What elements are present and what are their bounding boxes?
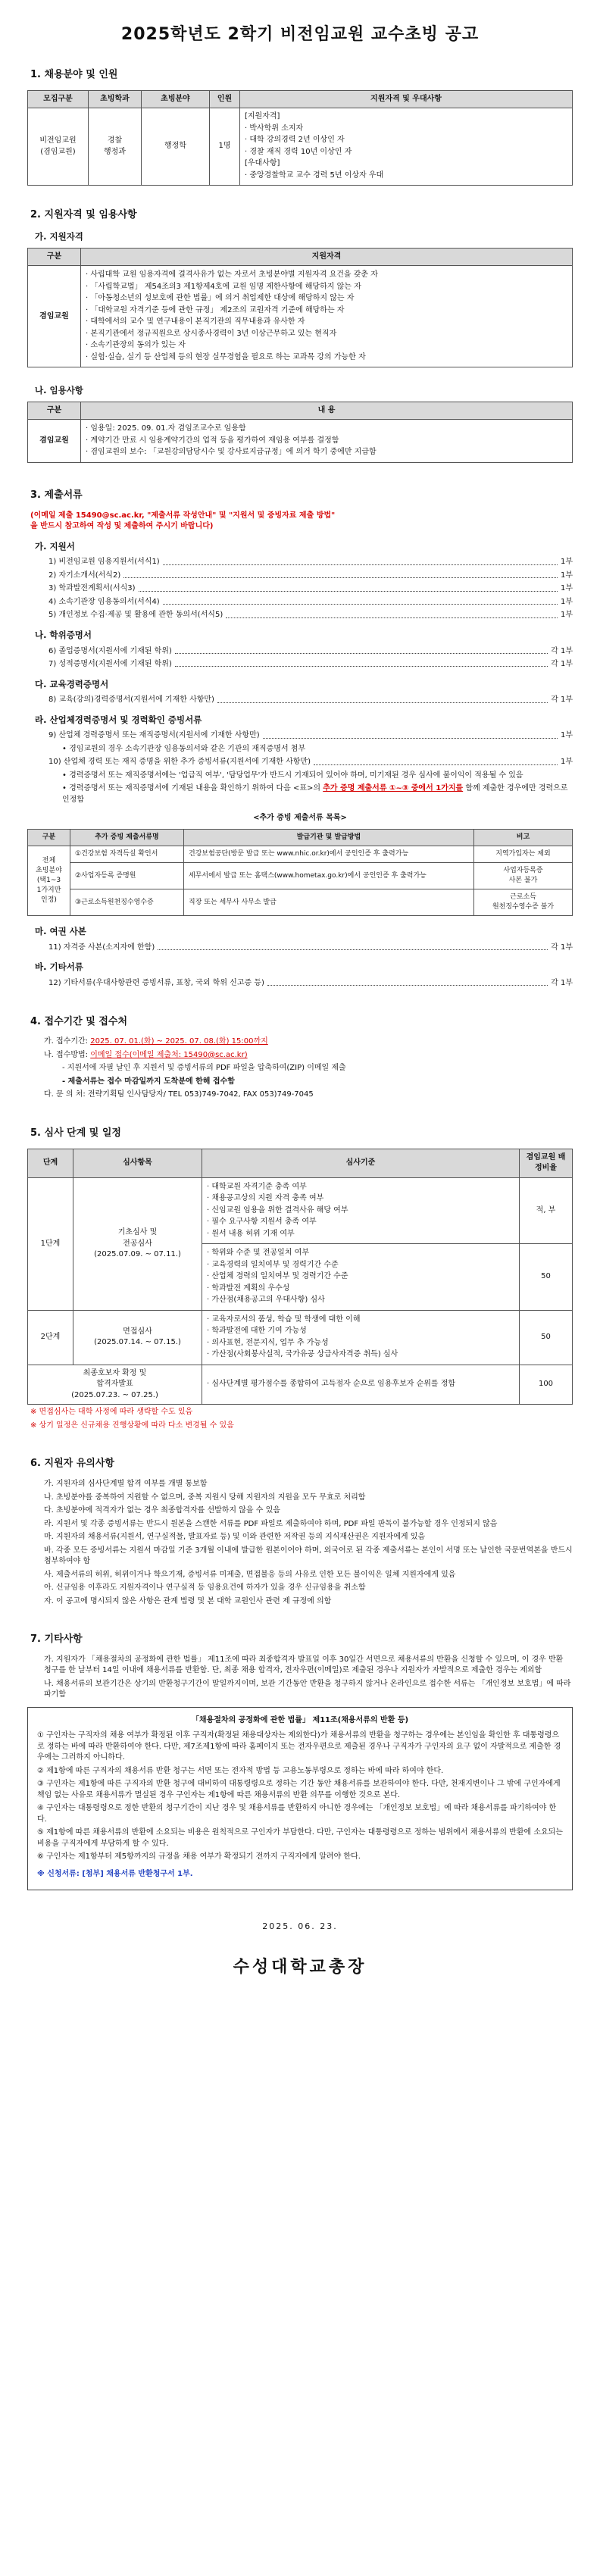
announcement-date: 2025. 06. 23. xyxy=(262,1921,338,1932)
law-note: ※ 신청서류: [첨부] 채용서류 반환청구서 1부. xyxy=(37,1869,193,1878)
submission-notice-line1: (이메일 제출 15490@sc.ac.kr, "제출서류 작성안내" 및 "지원서 및 증빙자료 제출 방법" xyxy=(30,511,336,520)
doc-item: 6) 졸업증명서(지원서에 기재된 학위) 각 1부 xyxy=(48,646,573,655)
header-category: 구분 xyxy=(28,402,81,420)
law-excerpt-box xyxy=(27,1707,573,1891)
header-count: 인원 xyxy=(210,90,240,108)
cell-appointment-list xyxy=(81,420,573,463)
doc-item: 8) 교육(강의)경력증명서(지원서에 기재한 사항만) 각 1부 xyxy=(48,696,573,705)
cell-adjunct: 겸임교원 xyxy=(28,420,81,463)
doc-item: 5) 개인정보 수집·제공 및 활용에 관한 동의서(서식5) 1부 xyxy=(48,611,573,620)
appointment-table xyxy=(27,402,573,463)
header-ratio: 겸임교원 배정비율 xyxy=(520,1149,573,1177)
recruitment-table xyxy=(27,90,573,186)
qual-title: [지원자격] xyxy=(245,112,280,121)
qual-item: · 대학 강의경력 2년 이상인 자 xyxy=(245,136,345,145)
section-2b-title: 나. 임용사항 xyxy=(35,385,83,396)
cell-item: 면접심사 (2025.07.14. ~ 07.15.) xyxy=(73,1310,202,1365)
pref-title: [우대사항] xyxy=(245,159,280,168)
section-1-title: 1. 채용분야 및 인원 xyxy=(30,68,118,80)
header-item: 심사항목 xyxy=(73,1149,202,1177)
doc-item: 2) 자기소개서(서식2) 1부 xyxy=(48,571,573,580)
cell-count: 1명 xyxy=(210,108,240,186)
caution-item: 아. 신규임용 이후라도 지원자격이나 연구실적 등 임용요건에 하자가 있을 경우 신규임용을 취소함 xyxy=(44,1583,366,1593)
cell-doc-name: ①건강보험 자격득실 확인서 xyxy=(70,846,184,863)
cell-adjunct: 겸임교원 xyxy=(28,266,81,367)
cell-ratio: 적, 부 xyxy=(520,1177,573,1244)
appointment-item: · 계약기간 만료 시 임용계약기간의 업적 등을 평가하여 재임용 여부를 결정함 xyxy=(86,436,339,445)
law-item: ④ 구인자는 대통령령으로 정한 반환의 청구기간이 지난 경우 및 채용서류를 반환하지 아니한 경우에는 「개인정보 보호법」에 따라 채용서류를 파기하여야 한다. xyxy=(37,1804,557,1824)
header-qual: 지원자격 및 우대사항 xyxy=(240,90,573,108)
header-category: 구분 xyxy=(28,248,81,266)
caution-item: 나. 초빙분야를 중복하여 지원할 수 없으며, 중복 지원시 당해 지원자의 지원을 모두 무효로 처리함 xyxy=(44,1493,366,1502)
law-item: ① 구인자는 구직자의 채용 여부가 확정된 이후 구직자(확정된 채용대상자는 제외한다)가 채용서류의 반환을 청구하는 경우에는 본인임을 확인한 후 대통령령으로 정하는 바에 따라 반환하여야 한다. 다만, 제7조제1항에 따라 홈페이지 또는 전자우편으로 제출된 경우나 구직자가 구인자의 요구 없이 자발적으로 제출한 경우에는 그러하지 아니하다. xyxy=(37,1731,561,1762)
header-content: 내 용 xyxy=(81,402,573,420)
cell-final-stage: 최종호보자 확정 및 합격자발표 (2025.07.23. ~ 07.25.) xyxy=(28,1365,202,1405)
section-5-title: 5. 심사 단계 및 일정 xyxy=(30,1127,121,1139)
cell-doc-remark: 근로소득 원천징수영수증 불가 xyxy=(474,889,573,916)
appointment-item: · 겸임교원의 보수: 「교원강의담당시수 및 강사료지급규정」에 의거 학기 중에만 지급함 xyxy=(86,448,377,457)
cell-doc-issuer: 직장 또는 세무사 사무소 발급 xyxy=(184,889,474,916)
submission-notice-line2: 을 반드시 참고하여 작성 및 제출하여 주시기 바랍니다) xyxy=(30,522,214,531)
doc-item: 3) 학과발전계획서(서식3) 1부 xyxy=(48,584,573,593)
subsection-industry: 라. 산업체경력증명서 및 경력확인 증빙서류 xyxy=(35,714,202,725)
subsection-other: 바. 기타서류 xyxy=(35,961,83,973)
doc-note: • 경임교원의 경우 소속기관장 임용동의서와 같은 기관의 재직증명서 첨부 xyxy=(62,744,306,753)
qual-list-item: · 본직기관에서 정규직원으로 상시종사경력이 3년 이상근무하고 있는 현직자 xyxy=(86,329,337,338)
caution-item: 자. 이 공고에 명시되지 않은 사항은 관계 법령 및 본 대학 교원인사 관련 제 규정에 의함 xyxy=(44,1596,332,1605)
cell-stage: 2단계 xyxy=(28,1310,73,1365)
contact-info: 다. 문 의 처: 전략기획팀 인사담당자/ TEL 053)749-7042, FAX 053)749-7045 xyxy=(44,1090,314,1099)
other-item: 나. 채용서류의 보관기간은 상기의 반환청구기간이 말일까지이며, 보관 기간동안 반환을 청구하지 않거나 온라인으로 접수한 서류는 「개인정보 보호법」에 따라 파기함 xyxy=(44,1679,571,1699)
doc-note: • 경력증명서 또는 재직증명서에는 '업급직 여부', '담당업무'가 반드시 기재되어 있어야 하며, 미기재된 경우 심사에 불이익이 적용될 수 있음 xyxy=(62,771,523,780)
subsection-degree: 나. 학위증명서 xyxy=(35,629,92,640)
qual-item: · 박사학위 소지자 xyxy=(245,123,304,133)
law-item: ② 제1항에 따른 구직자의 채용서류 반환 청구는 서면 또는 전자적 방법 등 고용노동부령으로 정하는 바에 따라 하여야 한다. xyxy=(37,1766,444,1775)
application-method: 나. 접수방법: 이메일 접수(이메일 제출처: 15490@sc.ac.kr) xyxy=(44,1050,248,1059)
cell-doc-name: ②사업자등록 증명원 xyxy=(70,863,184,889)
cell-doc-issuer: 세무서에서 발급 또는 홈택스(www.hometax.go.kr)에서 공인인증 후 출력가능 xyxy=(184,863,474,889)
application-period: 가. 접수기간: 2025. 07. 01.(화) ~ 2025. 07. 08.(화) 15:00까지 xyxy=(44,1037,268,1046)
cell-criteria: · 대학교원 자격기준 충족 여부 · 채용공고상의 지원 자격 충족 여부 · 신임교원 임용을 위한 결격사유 해당 여부 · 필수 요구사항 지원서 충족 여부 · 원서 내용 허위 기재 여부 xyxy=(202,1177,520,1244)
qual-list-item: · 「사립학교법」 제54조의3 제1항제4호에 교원 임명 제한사항에 해당하지 않는 자 xyxy=(86,282,361,291)
qual-list-item: · 「대학교원 자격기준 등에 관한 규정」 제2조의 교원자격 기준에 해당하는 자 xyxy=(86,305,345,314)
caution-item: 바. 각종 모든 증빙서류는 지원서 마감일 기준 3개월 이내에 발급한 원본이어야 하며, 외국어로 된 각종 제출서류는 본인이 서명 또는 날인한 국문번역본을 반드시 첨부하여야 함 xyxy=(44,1546,573,1566)
doc-item: 10) 산업체 경력 또는 재직 증명을 위한 추가 증빙서류(지원서에 기재한 사항만) 1부 xyxy=(48,758,573,767)
doc-item: 4) 소속기관장 임용동의서(서식4) 1부 xyxy=(48,597,573,606)
application-note: - 지원서에 자필 날인 후 지원서 및 증빙서류의 PDF 파일을 압축하여(ZIP) 이메일 제출 xyxy=(62,1064,346,1073)
cell-type: 비전임교원 (겸임교원) xyxy=(28,108,89,186)
other-item: 가. 지원자가 「채용절차의 공정화에 관한 법률」 제11조에 따라 최종합격자 발표일 이후 30일간 서면으로 채용서류의 반환을 신청할 수 있으며, 이 경우 반환 청구를 한 날부터 14일 이내에 채용서류를 반환함. 단, 최종 채용 합격자, 전자우편(이메일)로 제출된 경우나 지원자가 자발적으로 제출한 경우는 제외함 xyxy=(44,1655,564,1675)
qual-list-item: · 대학에서의 교수 및 연구내용이 본직기관의 직무내용과 유사한 자 xyxy=(86,317,305,327)
doc-item: 7) 성적증명서(지원서에 기재된 학위) 각 1부 xyxy=(48,660,573,669)
cell-qualifications xyxy=(240,108,573,186)
qualification-table xyxy=(27,248,573,368)
caution-item: 라. 지원서 및 각종 증빙서류는 반드시 원본을 스캔한 서류를 PDF 파일로 제출하여야 하며, PDF 파일 판독이 불가능할 경우 인정되지 않음 xyxy=(44,1519,498,1528)
caution-item: 마. 지원자의 채용서류(지원서, 연구실적물, 발표자료 등) 및 이와 관련한 저작권 등의 지식재산권은 지원자에게 있음 xyxy=(44,1533,426,1542)
header-stage: 단계 xyxy=(28,1149,73,1177)
subsection-teaching: 다. 교육경력증명서 xyxy=(35,678,109,689)
cell-doc-name: ③근로소득원천징수영수증 xyxy=(70,889,184,916)
section-2a-title: 가. 지원자격 xyxy=(35,231,83,242)
section-4-title: 4. 접수기간 및 접수처 xyxy=(30,1015,128,1027)
header-criteria: 심사기준 xyxy=(202,1149,520,1177)
section-7-title: 7. 기타사항 xyxy=(30,1633,83,1646)
law-item: ⑥ 구인자는 제1항부터 제5항까지의 규정을 채용 여부가 확정되기 전까지 구직자에게 알려야 한다. xyxy=(37,1852,361,1862)
doc-item: 12) 기타서류(우대사항관련 증빙서류, 표창, 국외 학위 신고증 등) 각 1부 xyxy=(48,979,573,988)
caution-item: 다. 초빙분야에 적격자가 없는 경우 최종합격자를 선발하지 않을 수 있음 xyxy=(44,1506,280,1515)
section-6-title: 6. 지원자 유의사항 xyxy=(30,1458,114,1470)
cell-criteria: · 심사단계별 평가점수를 종합하여 고득점자 순으로 임용후보자 순위를 정함 xyxy=(202,1365,520,1405)
cell-doc-remark: 지역가입자는 제외 xyxy=(474,846,573,863)
header-doc-name: 추가 증빙 제출서류명 xyxy=(70,829,184,846)
section-2-title: 2. 지원자격 및 임용사항 xyxy=(30,209,137,221)
appointment-item: · 임용일: 2025. 09. 01.자 겸임조교수로 임용함 xyxy=(86,424,246,433)
cell-item: 기초심사 및 전공심사 (2025.07.09. ~ 07.11.) xyxy=(73,1177,202,1310)
doc-item: 1) 비전임교원 임용지원서(서식1) 1부 xyxy=(48,558,573,567)
cell-ratio: 50 xyxy=(520,1310,573,1365)
header-qualification: 지원자격 xyxy=(81,248,573,266)
header-dept: 초빙학과 xyxy=(89,90,142,108)
doc-item: 9) 산업체 경력증명서 또는 재직증명서(지원서에 기재한 사항만) 1부 xyxy=(48,731,573,740)
cell-field: 행정학 xyxy=(142,108,210,186)
law-excerpt-title: 「채용절차의 공정화에 관한 법률」 제11조(채용서류의 반환 등) xyxy=(191,1715,409,1724)
header-issuer: 발급기관 및 발급방법 xyxy=(184,829,474,846)
qual-list-item: · 사립대학 교원 임용자격에 결격사유가 없는 자로서 초빙분야별 지원자격 요건을 갖춘 자 xyxy=(86,270,378,280)
qual-list-item: · 「아동청소년의 성보호에 관한 법률」에 의거 취업제한 대상에 해당하지 않는 자 xyxy=(86,294,355,303)
subsection-passport: 마. 여권 사본 xyxy=(35,926,86,937)
page-title: 2025학년도 2학기 비전임교원 교수초빙 공고 xyxy=(120,25,480,44)
doc-note: • 경력증명서 또는 재직증명서에 기재된 내용을 확인하기 위하여 다음 <표>의 추가 증명 제출서류 ①~③ 중에서 1가지를 함께 제출한 경우에만 경력으로 인정함 xyxy=(62,784,568,804)
cell-doc-group: 전체 초빙분야 (택1~3 1가지만 인정) xyxy=(28,846,70,916)
cell-criteria: · 학위와 수준 및 전공일치 여부 · 교육경력의 일치여부 및 경력기간 수준 · 산업체 경력의 일치여부 및 경력기간 수준 · 학과발전 계획의 우수성 · 가산점(채용공고의 우대사항) 심사 xyxy=(202,1244,520,1311)
schedule-note: ※ 면접심사는 대학 사정에 따라 생략할 수도 있음 xyxy=(30,1408,193,1417)
schedule-note: ※ 상기 일정은 신규채용 진행상황에 따라 다소 변경될 수 있음 xyxy=(30,1421,234,1430)
cell-doc-remark: 사업자등록증 사본 불가 xyxy=(474,863,573,889)
cell-ratio: 100 xyxy=(520,1365,573,1405)
doc-item: 11) 자격증 사본(소지자에 한함) 각 1부 xyxy=(48,943,573,952)
cell-qual-list xyxy=(81,266,573,367)
header-remark: 비고 xyxy=(474,829,573,846)
qual-list-item: · 소속기관장의 동의가 있는 자 xyxy=(86,341,186,350)
schedule-table xyxy=(27,1149,573,1405)
header-category: 구분 xyxy=(28,829,70,846)
header-type: 모집구분 xyxy=(28,90,89,108)
pref-item: · 중앙경찰학교 교수 경력 5년 이상자 우대 xyxy=(245,170,384,180)
cell-stage: 1단계 xyxy=(28,1177,73,1310)
issuer-name: 수성대학교총장 xyxy=(233,1958,367,1977)
cell-doc-issuer: 건강보험공단(방문 발급 또는 www.nhic.or.kr)에서 공인인증 후 출력가능 xyxy=(184,846,474,863)
qual-item: · 경찰 재직 경력 10년 이상인 자 xyxy=(245,147,352,156)
qual-list-item: · 실험·실습, 실기 등 산업체 등의 현장 실무경험을 필요로 하는 교과목 강의 가능한 자 xyxy=(86,352,366,361)
cell-ratio: 50 xyxy=(520,1244,573,1311)
law-item: ③ 구인자는 제1항에 따른 구직자의 반환 청구에 대비하여 대통령령으로 정하는 기간 동안 채용서류를 보관하여야 한다. 다만, 천재지변이나 그 밖에 구인자에게 책임 없는 사유로 채용서류가 멸실된 경우 구인자는 제1항에 따른 채용서류의 반환 의무를 이행한 것으로 본다. xyxy=(37,1780,561,1799)
cell-criteria: · 교육자로서의 품성, 학습 및 학생에 대한 이해 · 학과발전에 대한 기여 가능성 · 의사표현, 전문지식, 업무 추 가능성 · 가산점(사회봉사실적, 국가유공 상급사자격증 취득) 심사 xyxy=(202,1310,520,1365)
section-3-title: 3. 제출서류 xyxy=(30,489,83,501)
application-note: - 제출서류는 접수 마감일까지 도착분에 한해 접수함 xyxy=(62,1077,235,1086)
header-field: 초빙분야 xyxy=(142,90,210,108)
additional-docs-title: <추가 증빙 제출서류 목록> xyxy=(253,814,347,823)
additional-docs-table xyxy=(27,829,573,916)
cell-dept: 경찰 행정과 xyxy=(89,108,142,186)
law-item: ⑤ 제1항에 따른 채용서류의 반환에 소요되는 비용은 원칙적으로 구인자가 부담한다. 다만, 구인자는 대통령령으로 정하는 범위에서 채용서류의 반환에 소요되는 비용을 구직자에게 부담하게 할 수 있다. xyxy=(37,1828,563,1848)
caution-item: 사. 제출서류의 허위, 허위이거나 학으기재, 증빙서류 미제출, 면접불응 등의 사유로 인한 모든 불이익은 일체 지원자에게 있음 xyxy=(44,1570,456,1579)
caution-item: 가. 지원자의 심사단계별 합격 여부를 개별 통보함 xyxy=(44,1480,208,1489)
subsection-application: 가. 지원서 xyxy=(35,540,75,552)
